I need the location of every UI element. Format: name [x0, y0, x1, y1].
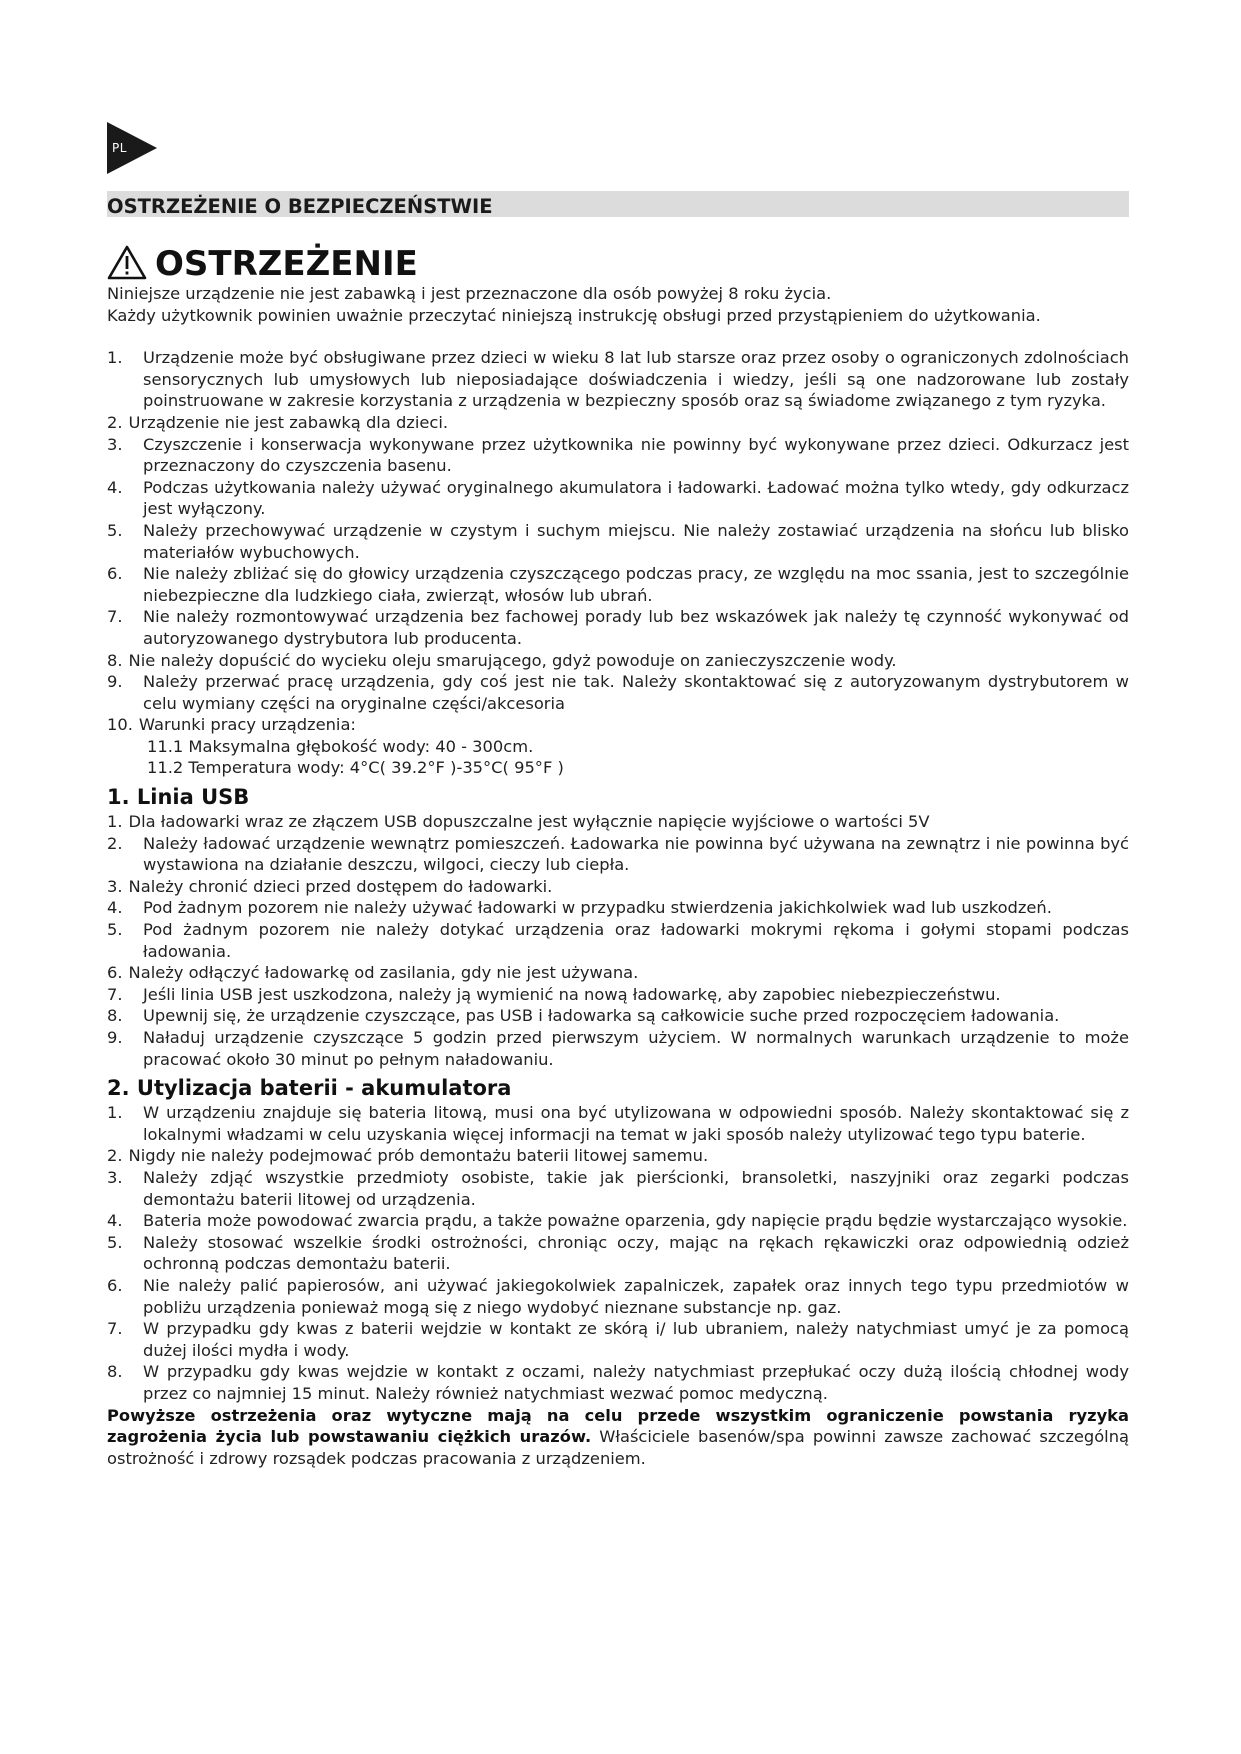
item-text: Nie należy rozmontowywać urządzenia bez fachowej porady lub bez wskazówek jak należy tę czynność wykonywać od autoryzowanego dystrybutora lub producenta. — [143, 607, 1129, 648]
item-text: Podczas użytkowania należy używać oryginalnego akumulatora i ładowarki. Ładować można tylko wtedy, gdy odkurzacz jest wyłączony. — [143, 477, 1129, 519]
item-text: Czyszczenie i konserwacja wykonywane przez użytkownika nie powinny być wykonywane przez dzieci. Odkurzacz jest przeznaczony do czyszczenia basenu. — [143, 434, 1129, 476]
item-number: 5. — [107, 1232, 123, 1252]
list-item — [107, 1145, 1129, 1167]
list-item — [107, 962, 1129, 984]
list-item — [107, 1318, 1129, 1361]
item-number: 4. — [107, 477, 123, 497]
list-item — [107, 1027, 1129, 1070]
list-item — [107, 714, 1129, 736]
item-text: Warunki pracy urządzenia: — [138, 715, 356, 735]
warning-intro-1: Niniejsze urządzenie nie jest zabawką i jest przeznaczone dla osób powyżej 8 roku życia. — [107, 284, 832, 303]
section-header-bar — [107, 191, 1129, 217]
item-text: Nie należy dopuścić do wycieku oleju smarującego, gdyż powoduje on zanieczyszczenie wody. — [128, 650, 897, 670]
item-number: 4. — [107, 898, 123, 918]
final-note — [107, 1405, 1129, 1470]
item-number: 8. — [107, 1006, 123, 1026]
item-number: 4. — [107, 1211, 123, 1231]
language-label: PL — [112, 141, 127, 155]
list-item — [107, 1232, 1129, 1275]
item-text: Należy zdjąć wszystkie przedmioty osobiste, takie jak pierścionki, bransoletki, naszyjniki oraz zegarki podczas demontażu baterii litowej od urządzenia. — [143, 1167, 1129, 1209]
list-item — [107, 650, 1129, 672]
item-number: 2. — [107, 412, 123, 432]
list-item — [107, 897, 1129, 919]
condition-temperature: 11.2 Temperatura wody: 4°C( 39.2°F )-35°C( 95°F ) — [147, 758, 564, 778]
warning-title: OSTRZEŻENIE — [155, 244, 418, 284]
list-item — [107, 1210, 1129, 1232]
item-number: 3. — [107, 1167, 123, 1187]
item-text: Pod żadnym pozorem nie należy używać ładowarki w przypadku stwierdzenia jakichkolwiek wad lub uszkodzeń. — [143, 898, 1052, 918]
item-number: 10. — [107, 715, 133, 735]
item-text: Należy przerwać pracę urządzenia, gdy coś jest nie tak. Należy skontaktować się z autoryzowanym dystrybutorem w celu wymiany części na oryginalne części/akcesoria — [143, 672, 1129, 713]
list-item — [107, 1275, 1129, 1318]
item-text: Należy przechowywać urządzenie w czystym i suchym miejscu. Nie należy zostawiać urządzenia na słońcu lub blisko materiałów wybuchowych. — [143, 520, 1129, 562]
item-text: Naładuj urządzenie czyszczące 5 godzin przed pierwszym użyciem. W normalnych warunkach urządzenie to może pracować około 30 minut po pełnym naładowaniu. — [143, 1028, 1129, 1069]
list-item — [107, 563, 1129, 606]
list-item — [107, 347, 1129, 412]
usb-list — [107, 811, 1129, 1070]
item-number: 1. — [107, 812, 123, 832]
battery-list — [107, 1102, 1129, 1404]
item-text: Należy chronić dzieci przed dostępem do ładowarki. — [128, 876, 553, 896]
list-item — [107, 434, 1129, 477]
item-number: 8. — [107, 650, 123, 670]
item-text: W przypadku gdy kwas wejdzie w kontakt z oczami, należy natychmiast przepłukać oczy dużą ilością chłodnej wody przez co najmniej 15 minut. Należy również natychmiast wezwać pomoc medyczną. — [143, 1362, 1129, 1403]
list-item — [107, 671, 1129, 714]
item-text: Nie należy zbliżać się do głowicy urządzenia czyszczącego podczas pracy, ze względu na moc ssania, jest to szczególnie niebezpieczne dla ludzkiego ciała, zwierząt, włosów lub ubrań. — [143, 564, 1129, 605]
item-number: 3. — [107, 434, 123, 454]
item-number: 1. — [107, 1103, 123, 1123]
item-text: Bateria może powodować zwarcia prądu, a także poważne oparzenia, gdy napięcie prądu będzie wystarczająco wysokie. — [143, 1211, 1128, 1231]
item-text: W urządzeniu znajduje się bateria litową, musi ona być utylizowana w odpowiedni sposób. Należy skontaktować się z lokalnymi władzami w celu uzyskania więcej informacji na temat w jaki sposób należy utylizować tego typu baterie. — [143, 1103, 1129, 1144]
item-text: W przypadku gdy kwas z baterii wejdzie w kontakt ze skórą i/ lub ubraniem, należy natychmiast umyć je za pomocą dużej ilości mydła i wody. — [143, 1319, 1129, 1360]
item-number: 5. — [107, 520, 123, 540]
item-text: Nigdy nie należy podejmować prób demontażu baterii litowej samemu. — [128, 1146, 709, 1166]
list-item — [107, 1102, 1129, 1145]
safety-list — [107, 347, 1129, 736]
section-title: OSTRZEŻENIE O BEZPIECZEŃSTWIE — [107, 195, 493, 218]
item-number: 7. — [107, 984, 123, 1004]
item-text: Dla ładowarki wraz ze złączem USB dopuszczalne jest wyłącznie napięcie wyjściowe o wartości 5V — [128, 812, 930, 832]
list-item — [107, 477, 1129, 520]
item-number: 6. — [107, 1275, 123, 1295]
final-note-text: Właściciele basenów/spa powinni zawsze zachować szczególną ostrożność i zdrowy rozsądek podczas pracowania z urządzeniem. — [107, 1427, 1130, 1468]
list-item — [107, 1005, 1129, 1027]
item-text: Pod żadnym pozorem nie należy dotykać urządzenia oraz ładowarki mokrymi rękoma i gołymi stopami podczas ładowania. — [143, 920, 1129, 961]
item-text: Upewnij się, że urządzenie czyszczące, pas USB i ładowarka są całkowicie suche przed rozpoczęciem ładowania. — [143, 1006, 1060, 1026]
item-text: Nie należy palić papierosów, ani używać jakiegokolwiek zapalniczek, zapałek oraz innych tego typu przedmiotów w pobliżu urządzenia ponieważ mogą się z niego wydobyć nieznane substancje np. gaz. — [143, 1275, 1129, 1317]
item-number: 9. — [107, 672, 123, 692]
condition-depth: 11.1 Maksymalna głębokość wody: 40 - 300cm. — [147, 736, 534, 756]
item-number: 7. — [107, 1319, 123, 1339]
list-item — [107, 811, 1129, 833]
list-item — [107, 833, 1129, 876]
item-number: 5. — [107, 920, 123, 940]
list-item — [107, 1361, 1129, 1404]
warning-intro-2: Każdy użytkownik powinien uważnie przeczytać niniejszą instrukcję obsługi przed przystąpieniem do użytkowania. — [107, 305, 1041, 325]
battery-section-title: 2. Utylizacja baterii - akumulatora — [107, 1076, 512, 1101]
item-number: 1. — [107, 348, 123, 368]
item-text: Urządzenie może być obsługiwane przez dzieci w wieku 8 lat lub starsze oraz przez osoby o ograniczonych zdolnościach sensorycznych lub umysłowych lub nieposiadające doświadczenia i wiedzy, jeśli są one nadzorowane lub zostały poinstruowane w zakresie korzystania z urządzenia w bezpieczny sposób oraz są świadome związanego z tym ryzyka. — [143, 348, 1129, 411]
item-number: 6. — [107, 963, 123, 983]
item-number: 8. — [107, 1362, 123, 1382]
item-text: Urządzenie nie jest zabawką dla dzieci. — [128, 412, 449, 432]
list-item — [107, 876, 1129, 898]
item-text: Należy odłączyć ładowarkę od zasilania, gdy nie jest używana. — [128, 963, 639, 983]
item-number: 7. — [107, 607, 123, 627]
item-text: Należy stosować wszelkie środki ostrożności, chroniąc oczy, mając na rękach rękawiczki oraz odpowiednią odzież ochronną podczas demontażu baterii. — [143, 1232, 1129, 1274]
list-item — [107, 1167, 1129, 1210]
item-number: 2. — [107, 1146, 123, 1166]
final-note-bold: Powyższe ostrzeżenia oraz wytyczne mają na celu przede wszystkim ograniczenie powstania ryzyka zagrożenia życia lub powstawaniu ciężkich urazów. — [107, 1405, 1129, 1447]
item-number: 6. — [107, 564, 123, 584]
list-item — [107, 412, 1129, 434]
list-item — [107, 984, 1129, 1006]
item-text: Jeśli linia USB jest uszkodzona, należy ją wymienić na nową ładowarkę, aby zapobiec niebezpieczeństwu. — [143, 984, 1001, 1004]
item-text: Należy ładować urządzenie wewnątrz pomieszczeń. Ładowarka nie powinna być używana na zewnątrz i nie powinna być wystawiona na działanie deszczu, wilgoci, cieczy lub ciepła. — [143, 833, 1129, 875]
item-number: 9. — [107, 1028, 123, 1047]
usb-section-title: 1. Linia USB — [107, 785, 250, 810]
list-item — [107, 919, 1129, 962]
list-item — [107, 606, 1129, 649]
warning-triangle-icon — [107, 245, 147, 281]
item-number: 2. — [107, 833, 123, 853]
document-body — [107, 283, 1129, 1469]
list-item — [107, 520, 1129, 563]
item-number: 3. — [107, 876, 123, 896]
